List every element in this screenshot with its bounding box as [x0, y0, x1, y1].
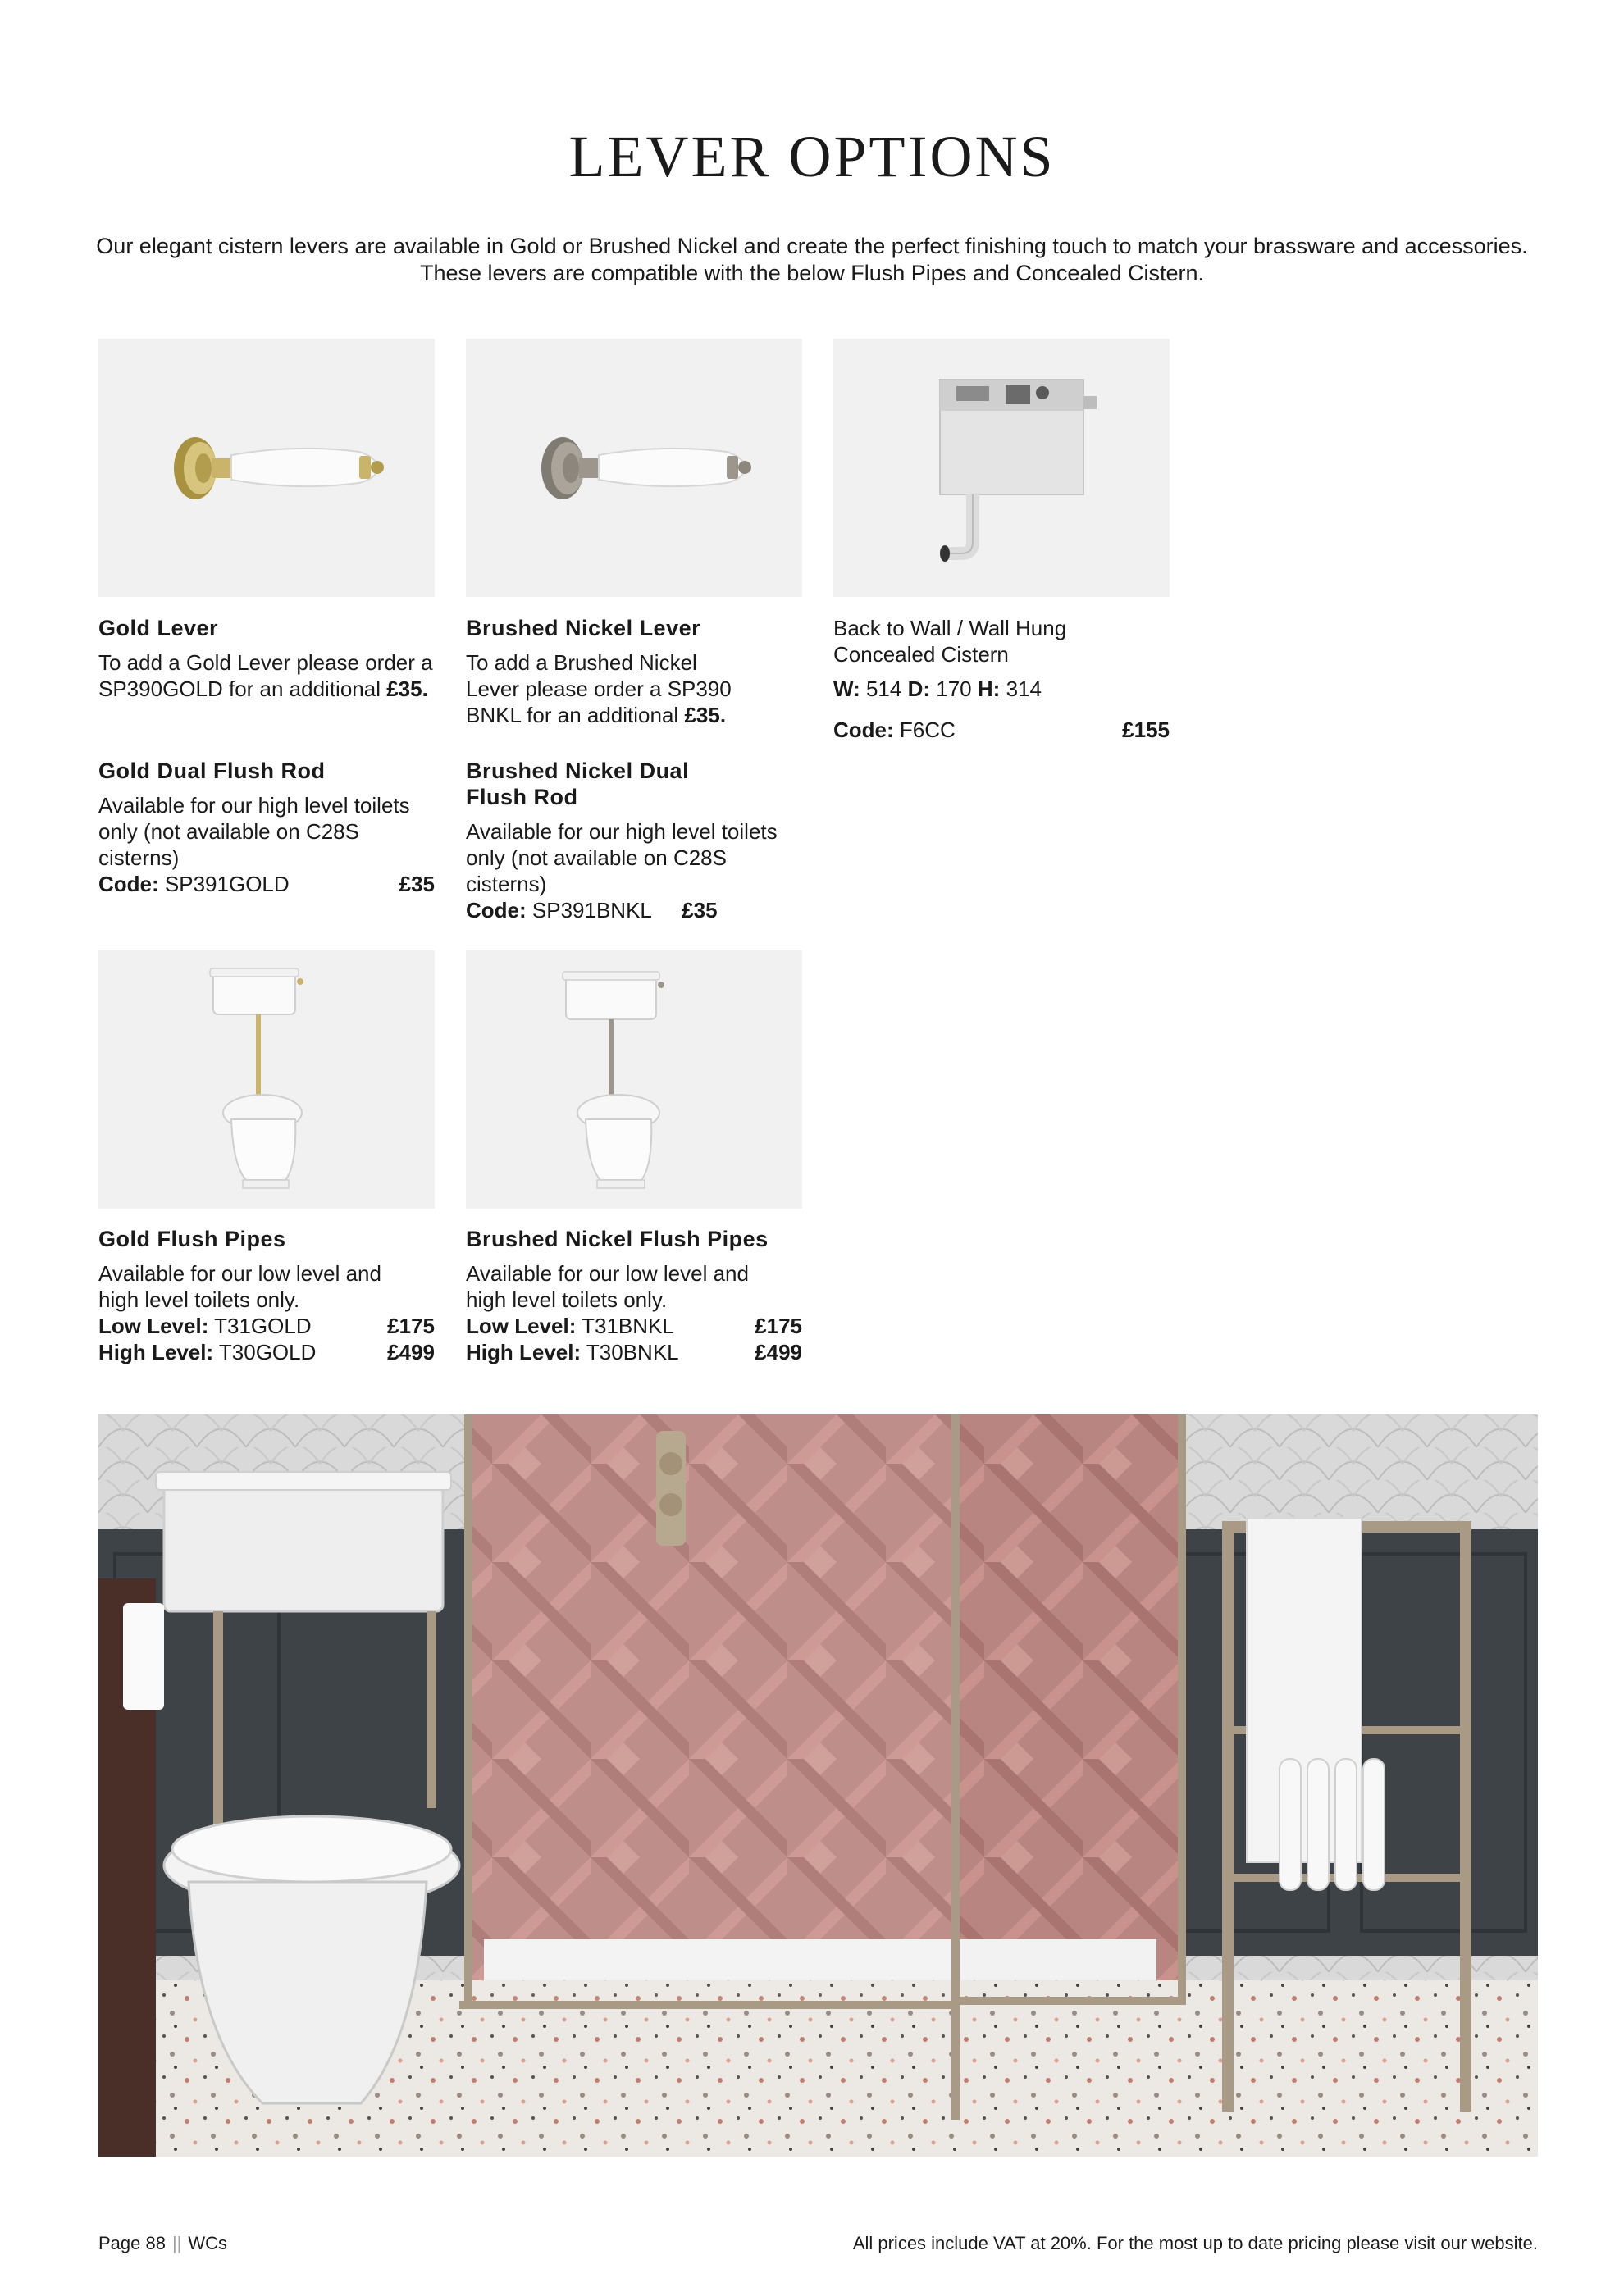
nickel-lever-desc [466, 649, 753, 728]
nickel-rod-code-row [466, 897, 802, 923]
cistern-code-row [833, 717, 1170, 743]
gold-rod-title: Gold Dual Flush Rod [98, 758, 326, 783]
gold-pipes-desc: Available for our low level and high level toilets only. [98, 1261, 381, 1312]
gold-pipes-info [98, 1226, 435, 1365]
footer-left [98, 2233, 227, 2254]
gold-flush-pipes-image [98, 950, 435, 1209]
nickel-rod-title: Brushed Nickel Dual Flush Rod [466, 758, 690, 809]
nickel-lever-price: £35. [684, 703, 727, 727]
nickel-pipes-high-label: High Level: [466, 1340, 582, 1364]
gold-rod-code-row [98, 871, 435, 897]
cistern-d-label: D: [907, 676, 931, 701]
cistern-w-value: 514 [865, 676, 902, 701]
cistern-w-label: W: [833, 676, 860, 701]
footer-separator: || [171, 2233, 182, 2253]
gold-pipes-low-code: T31GOLD [214, 1314, 312, 1338]
gold-pipes-high-label: High Level: [98, 1340, 214, 1364]
cistern-title: Back to Wall / Wall Hung Concealed Cistern [833, 616, 1067, 667]
nickel-pipes-info [466, 1226, 802, 1365]
cistern-dimensions [833, 676, 1170, 702]
nickel-pipes-low-price: £175 [755, 1314, 802, 1338]
bathroom-photo [98, 1414, 1538, 2157]
nickel-pipes-high-code: T30BNKL [586, 1340, 679, 1364]
intro-text [82, 233, 1542, 287]
nickel-lever-image [466, 339, 802, 597]
nickel-rod-code-label: Code: [466, 898, 527, 922]
gold-pipes-title: Gold Flush Pipes [98, 1227, 286, 1251]
nickel-flush-pipes-image [466, 950, 802, 1209]
cistern-code-label: Code: [833, 718, 894, 742]
nickel-pipes-title: Brushed Nickel Flush Pipes [466, 1227, 769, 1251]
cistern-code: F6CC [899, 718, 956, 742]
intro-line-2: These levers are compatible with the below Flush Pipes and Concealed Cistern. [420, 261, 1204, 285]
cistern-h-label: H: [977, 676, 1001, 701]
gold-lever-title: Gold Lever [98, 616, 219, 640]
footer-section: WCs [188, 2233, 228, 2253]
nickel-pipes-high-row [466, 1339, 802, 1365]
gold-pipes-low-label: Low Level: [98, 1314, 209, 1338]
cistern-d-value: 170 [936, 676, 972, 701]
nickel-rod-info [466, 758, 802, 923]
gold-pipes-high-code: T30GOLD [218, 1340, 317, 1364]
gold-lever-price: £35. [386, 676, 428, 701]
intro-line-1: Our elegant cistern levers are available in Gold or Brushed Nickel and create the perfect finishing touch to match your brassware and accessories. [96, 234, 1528, 258]
gold-lever-desc [98, 649, 435, 702]
page-title: LEVER OPTIONS [568, 124, 1056, 189]
gold-pipes-high-price: £499 [387, 1340, 435, 1364]
concealed-cistern-image [833, 339, 1170, 597]
nickel-rod-desc: Available for our high level toilets only (not available on C28S cisterns) [466, 819, 778, 896]
gold-pipes-high-row [98, 1339, 435, 1365]
footer-page: Page 88 [98, 2233, 166, 2253]
gold-rod-code-label: Code: [98, 872, 159, 896]
cistern-price: £155 [1122, 718, 1170, 742]
cistern-h-value: 314 [1006, 676, 1042, 701]
gold-rod-desc: Available for our high level toilets only (not available on C28S cisterns) [98, 793, 410, 870]
gold-rod-price: £35 [399, 872, 435, 896]
nickel-lever-title: Brushed Nickel Lever [466, 616, 701, 640]
nickel-pipes-low-code: T31BNKL [582, 1314, 674, 1338]
gold-lever-image [98, 339, 435, 597]
gold-lever-desc-text: To add a Gold Lever please order a SP390GOLD for an additional [98, 650, 433, 701]
nickel-pipes-desc: Available for our low level and high level toilets only. [466, 1261, 749, 1312]
nickel-pipes-low-row [466, 1313, 802, 1339]
gold-lever-info [98, 615, 435, 702]
gold-rod-code: SP391GOLD [164, 872, 290, 896]
cistern-info [833, 615, 1170, 743]
gold-pipes-low-row [98, 1313, 435, 1339]
nickel-rod-code: SP391BNKL [531, 898, 651, 922]
nickel-lever-desc-text: To add a Brushed Nickel Lever please order a SP390 BNKL for an additional [466, 650, 732, 727]
nickel-lever-info [466, 615, 753, 728]
gold-pipes-low-price: £175 [387, 1314, 435, 1338]
nickel-rod-price: £35 [682, 898, 718, 922]
gold-rod-info [98, 758, 435, 897]
nickel-pipes-high-price: £499 [755, 1340, 802, 1364]
nickel-pipes-low-label: Low Level: [466, 1314, 577, 1338]
footer-note: All prices include VAT at 20%. For the most up to date pricing please visit our website. [852, 2233, 1538, 2253]
